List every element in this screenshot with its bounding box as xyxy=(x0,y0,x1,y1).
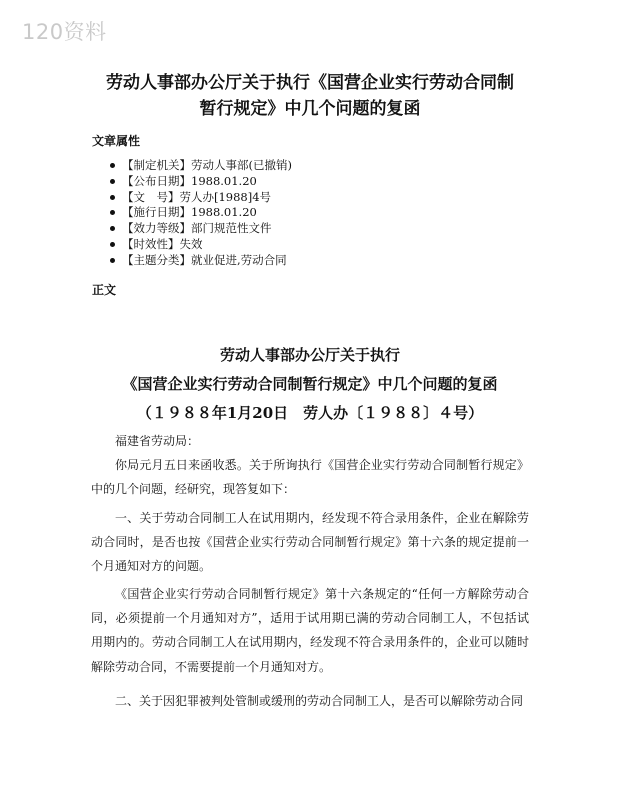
paragraph-4: 二、关于因犯罪被判处管制或缓刑的劳动合同制工人，是否可以解除劳动合同 xyxy=(115,694,524,708)
body-title-line-1: 劳动人事部办公厅关于执行 xyxy=(219,346,400,364)
watermark: 120资料 xyxy=(22,20,107,44)
attribute-effective-date: 【施行日期】1988.01.20 xyxy=(110,205,292,221)
paragraph-2: 一、关于劳动合同制工人在试用期内，经发现不符合录用条件，企业在解除劳动合同时，是否也按《国营企业实行劳动合同制暂行规定》第十六条的规定提前一个月通知对方的问题。 xyxy=(91,511,529,574)
body-title-line-2: 《国营企业实行劳动合同制暂行规定》中几个问题的复函 xyxy=(122,375,498,393)
attribute-issuing-authority: 【制定机关】劳动人事部(已撤销) xyxy=(110,158,292,174)
body-heading: 正文 xyxy=(92,283,117,297)
attribute-publish-date: 【公布日期】1988.01.20 xyxy=(110,174,292,190)
attributes-list xyxy=(110,158,292,269)
paragraph-3: 《国营企业实行劳动合同制暂行规定》第十六条规定的“任何一方解除劳动合同，必须提前一个月通知对方”，适用于试用期已满的劳动合同制工人，不包括试用期内的。劳动合同制工人在试用期内，经发现不符合录用条件的，企业可以随时解除劳动合同，不需要提前一个月通知对方。 xyxy=(91,587,529,674)
attribute-subject: 【主题分类】就业促进,劳动合同 xyxy=(110,253,292,269)
attributes-heading: 文章属性 xyxy=(92,134,141,148)
document-title-line-1: 劳动人事部办公厅关于执行《国营企业实行劳动合同制 xyxy=(106,73,514,93)
salutation: 福建省劳动局： xyxy=(115,434,200,448)
attribute-document-number: 【文 号】劳人办[1988]4号 xyxy=(110,190,292,206)
document-title xyxy=(80,70,540,122)
attribute-validity: 【时效性】失效 xyxy=(110,237,292,253)
attribute-legal-level: 【效力等级】部门规范性文件 xyxy=(110,221,292,237)
body-title-date-line: （１９８８年1月20日 劳人办〔１９８８〕４号） xyxy=(136,404,484,422)
document-title-line-2: 暂行规定》中几个问题的复函 xyxy=(199,99,421,119)
paragraph-1: 你局元月五日来函收悉。关于所询执行《国营企业实行劳动合同制暂行规定》中的几个问题，经研究，现答复如下： xyxy=(91,458,529,497)
